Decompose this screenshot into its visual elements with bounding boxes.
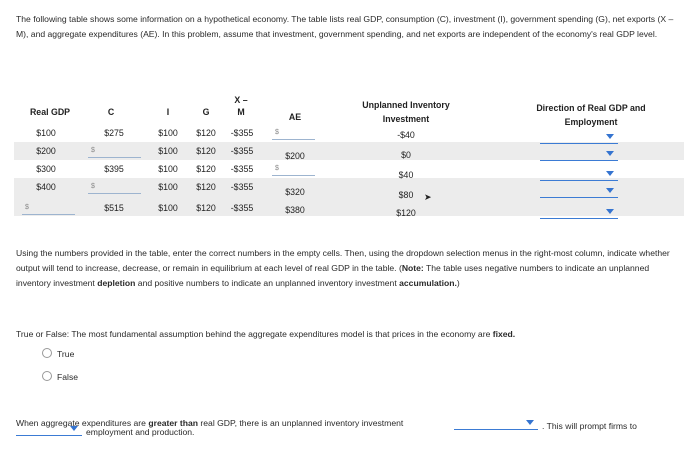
chevron-down-icon (606, 151, 614, 156)
cell-g: $120 (196, 146, 216, 156)
header-i: I (166, 107, 170, 117)
depletion-word: depletion (97, 278, 136, 288)
header-direction-bottom: Employment (564, 117, 618, 127)
cell-i: $100 (158, 203, 178, 213)
direction-dropdown-row1[interactable] (540, 131, 618, 144)
cell-xm: -$355 (230, 203, 254, 213)
cell-c: $515 (104, 203, 124, 213)
mouse-cursor-icon: ➤ (424, 192, 432, 202)
radio-option-false[interactable] (42, 371, 78, 382)
intro-paragraph: The following table shows some information on a hypothetical economy. The table lists real GDP, consumption (C), investment (I), government spending (G), net exports (X – M), and aggregate expenditures (AE). In this problem, assume that investment, government spending, and net exports are independent of the economy's real GDP level. (16, 14, 674, 39)
instructions-text: and positive numbers to indicate an unplanned inventory investment (135, 278, 400, 288)
cell-c: $395 (104, 164, 124, 174)
input-c-row4[interactable]: $ (88, 181, 141, 194)
chevron-down-icon (70, 426, 78, 431)
cell-c: $275 (104, 128, 124, 138)
question-text: True or False: The most fundamental assumption behind the aggregate expenditures model is that prices in the economy are (16, 329, 493, 339)
header-unplanned-bottom: Investment (382, 114, 430, 124)
chevron-down-icon (606, 134, 614, 139)
chevron-down-icon (606, 209, 614, 214)
cell-i: $100 (158, 128, 178, 138)
fixed-word: fixed. (492, 329, 516, 339)
chevron-down-icon (606, 188, 614, 193)
radio-option-true[interactable] (42, 348, 74, 359)
cell-xm: -$355 (230, 128, 254, 138)
header-real-gdp: Real GDP (29, 107, 71, 117)
instructions-text: The table uses negative numbers to indicate an unplanned inventory investment (16, 263, 650, 288)
cell-xm: -$355 (230, 146, 254, 156)
radio-circle-icon[interactable] (42, 348, 52, 358)
question-text: employment and production. (86, 427, 195, 437)
header-xm-top: X – (234, 95, 248, 105)
cell-unplanned: $40 (398, 170, 414, 180)
cell-ae: $320 (285, 187, 305, 197)
cell-unplanned: $80 (398, 190, 414, 200)
radio-circle-icon[interactable] (42, 371, 52, 381)
header-g: G (202, 107, 210, 117)
radio-label: False (57, 372, 79, 382)
instructions-text: ) (456, 278, 460, 288)
greater-than-word: greater than (148, 418, 199, 428)
accumulation-word: accumulation. (399, 278, 457, 288)
input-ae-row3[interactable]: $ (272, 163, 315, 176)
header-unplanned-top: Unplanned Inventory (362, 100, 450, 110)
cell-xm: -$355 (230, 182, 254, 192)
cell-g: $120 (196, 164, 216, 174)
cell-g: $120 (196, 182, 216, 192)
cell-g: $120 (196, 128, 216, 138)
cell-unplanned: -$40 (397, 130, 415, 140)
cell-gdp: $300 (36, 164, 56, 174)
instructions-text: Using the numbers provided in the table, enter the correct numbers in the empty cells. Then, using the dropdown selection menus in the right-most column, indicate whether output will tend to increase, decrease, or remain in equilibrium at each level of real GDP in the table. ( (16, 248, 670, 273)
cell-gdp: $200 (36, 146, 56, 156)
cell-xm: -$355 (230, 164, 254, 174)
cell-ae: $380 (285, 205, 305, 215)
direction-dropdown-row5[interactable] (540, 206, 618, 219)
question-text: When aggregate expenditures are (16, 418, 149, 428)
chevron-down-icon (526, 420, 534, 425)
note-label: Note: (401, 263, 424, 273)
header-xm-bottom: M (237, 107, 245, 117)
input-ae-row1[interactable]: $ (272, 127, 315, 140)
cell-unplanned: $120 (396, 208, 416, 218)
cell-i: $100 (158, 146, 178, 156)
direction-dropdown-row3[interactable] (540, 168, 618, 181)
header-direction-top: Direction of Real GDP and (536, 103, 646, 113)
cell-i: $100 (158, 182, 178, 192)
firms-action-dropdown[interactable] (16, 423, 82, 436)
radio-label: True (57, 349, 75, 359)
cell-i: $100 (158, 164, 178, 174)
cell-gdp: $100 (36, 128, 56, 138)
header-c: C (107, 107, 115, 117)
direction-dropdown-row4[interactable] (540, 185, 618, 198)
input-gdp-row5[interactable]: $ (22, 202, 75, 215)
cell-ae: $200 (285, 151, 305, 161)
input-c-row2[interactable]: $ (88, 145, 141, 158)
cell-gdp: $400 (36, 182, 56, 192)
true-false-question (16, 329, 676, 339)
instructions-paragraph (16, 246, 676, 291)
header-ae: AE (288, 112, 302, 122)
cell-g: $120 (196, 203, 216, 213)
inventory-dropdown[interactable] (454, 417, 538, 430)
direction-dropdown-row2[interactable] (540, 148, 618, 161)
question-text: . This will prompt firms to (542, 421, 637, 431)
cell-unplanned: $0 (401, 150, 411, 160)
chevron-down-icon (606, 171, 614, 176)
question-text: real GDP, there is an unplanned inventory investment (198, 418, 404, 428)
